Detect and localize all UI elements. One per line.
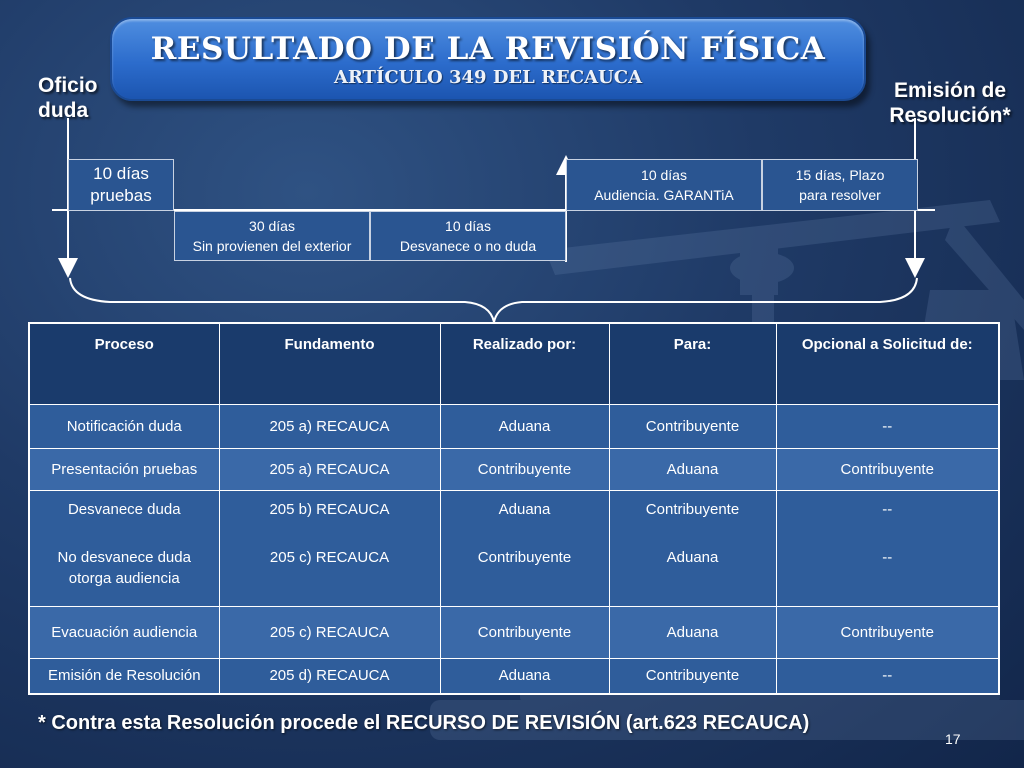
timeline-end-label: Emisión de Resolución* bbox=[889, 79, 1011, 127]
cell-line: Contribuyente bbox=[645, 500, 740, 518]
header-realizado-por: Realizado por: bbox=[440, 323, 609, 404]
cell-proceso: Notificación duda bbox=[29, 404, 219, 448]
cell-para bbox=[609, 490, 776, 606]
cell-opcional: -- bbox=[776, 658, 999, 694]
table-row bbox=[29, 448, 999, 490]
timeline-box-resolver bbox=[762, 159, 918, 211]
header-para: Para: bbox=[609, 323, 776, 404]
process-table bbox=[28, 322, 1000, 695]
timeline-box-days: 10 días bbox=[93, 164, 149, 183]
cell-para: Aduana bbox=[609, 606, 776, 658]
page-number: 17 bbox=[945, 731, 961, 747]
cell-line: No desvanece duda otorga audiencia bbox=[57, 548, 191, 587]
cell-line: Aduana bbox=[666, 548, 719, 566]
cell-proceso: Presentación pruebas bbox=[29, 448, 219, 490]
table-row bbox=[29, 606, 999, 658]
slide-subtitle: ARTÍCULO 349 DEL RECAUCA bbox=[333, 67, 643, 88]
timeline-box-text: Desvanece o no duda bbox=[399, 238, 537, 254]
cell-realizado-por: Contribuyente bbox=[440, 448, 609, 490]
timeline-box-days: 10 días bbox=[641, 167, 687, 183]
timeline-start-label: Oficio duda bbox=[38, 74, 98, 122]
timeline-box-days: 10 días bbox=[445, 218, 491, 234]
cell-realizado-por: Aduana bbox=[440, 404, 609, 448]
timeline-box-pruebas bbox=[68, 159, 174, 211]
cell-para: Contribuyente bbox=[609, 658, 776, 694]
timeline-box-days: 30 días bbox=[249, 218, 295, 234]
table-row bbox=[29, 490, 999, 606]
cell-opcional bbox=[776, 490, 999, 606]
cell-fundamento: 205 a) RECAUCA bbox=[219, 404, 440, 448]
cell-line: 205 c) RECAUCA bbox=[269, 548, 390, 566]
cell-line: -- bbox=[882, 500, 893, 518]
timeline-box-audiencia bbox=[566, 159, 762, 211]
header-fundamento: Fundamento bbox=[219, 323, 440, 404]
slide-title: RESULTADO DE LA REVISIÓN FÍSICA bbox=[150, 31, 826, 67]
cell-line: -- bbox=[882, 548, 893, 566]
cell-line: Aduana bbox=[498, 500, 551, 518]
cell-proceso bbox=[29, 490, 219, 606]
timeline-box-days: 15 días, Plazo bbox=[795, 167, 885, 183]
cell-opcional: Contribuyente bbox=[776, 606, 999, 658]
timeline-box-text: Sin provienen del exterior bbox=[192, 238, 352, 254]
table-row bbox=[29, 404, 999, 448]
cell-line: Desvanece duda bbox=[67, 500, 181, 518]
timeline-box-text: Audiencia. GARANTiA bbox=[594, 187, 734, 203]
cell-realizado-por: Contribuyente bbox=[440, 606, 609, 658]
cell-para: Contribuyente bbox=[609, 404, 776, 448]
table-header-row bbox=[29, 323, 999, 404]
cell-opcional: Contribuyente bbox=[776, 448, 999, 490]
cell-fundamento: 205 d) RECAUCA bbox=[219, 658, 440, 694]
cell-line: 205 b) RECAUCA bbox=[269, 500, 390, 518]
timeline-box-exterior bbox=[174, 211, 370, 261]
cell-fundamento bbox=[219, 490, 440, 606]
timeline-box-text: para resolver bbox=[799, 187, 881, 203]
cell-line: Contribuyente bbox=[477, 548, 572, 566]
cell-fundamento: 205 c) RECAUCA bbox=[219, 606, 440, 658]
cell-proceso: Emisión de Resolución bbox=[29, 658, 219, 694]
cell-proceso: Evacuación audiencia bbox=[29, 606, 219, 658]
cell-fundamento: 205 a) RECAUCA bbox=[219, 448, 440, 490]
timeline-box-desvanece bbox=[370, 211, 566, 261]
table-row bbox=[29, 658, 999, 694]
title-banner bbox=[110, 17, 866, 101]
cell-realizado-por bbox=[440, 490, 609, 606]
header-opcional: Opcional a Solicitud de: bbox=[776, 323, 999, 404]
cell-para: Aduana bbox=[609, 448, 776, 490]
footnote: * Contra esta Resolución procede el RECURSO DE REVISIÓN (art.623 RECAUCA) bbox=[38, 712, 810, 734]
timeline-box-text: pruebas bbox=[90, 186, 152, 205]
header-proceso: Proceso bbox=[29, 323, 219, 404]
timeline-brace bbox=[70, 278, 917, 322]
cell-realizado-por: Aduana bbox=[440, 658, 609, 694]
cell-opcional: -- bbox=[776, 404, 999, 448]
